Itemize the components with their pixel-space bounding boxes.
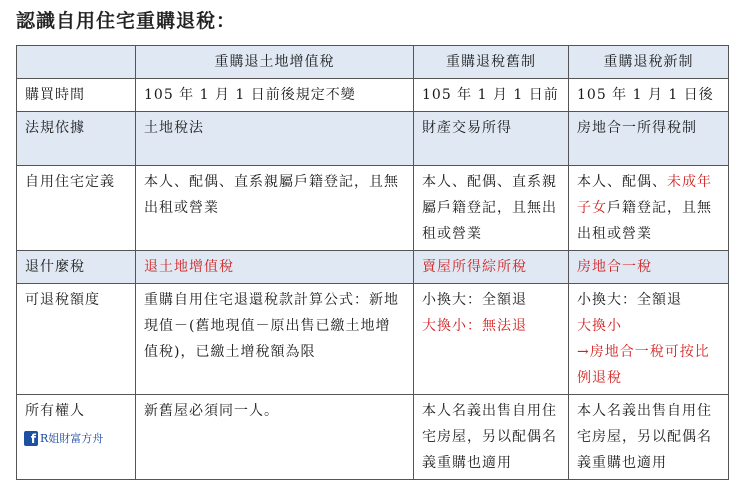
highlight-text: 未成年子女 [577, 174, 712, 216]
table-cell: 重購自用住宅退還稅款計算公式：新地現值－(舊地現值－原出售已繳土地增值稅)，已繳土增稅額為限 [136, 284, 414, 395]
header-cell-old-system: 重購退稅舊制 [414, 46, 569, 79]
header-cell-land-value-tax: 重購退土地增值稅 [136, 46, 414, 79]
cell-text: 本人、配偶、 [577, 174, 667, 190]
table-cell: 財產交易所得 [414, 112, 569, 166]
header-cell-empty [17, 46, 136, 79]
row-label: 購買時間 [17, 79, 136, 112]
highlight-line: 大換小 [577, 318, 622, 334]
table-cell: 房地合一稅 [569, 251, 729, 284]
row-label: 法規依據 [17, 112, 136, 166]
table-cell: 房地合一所得稅制 [569, 112, 729, 166]
table-row [17, 79, 729, 112]
table-cell [569, 284, 729, 395]
brand-name: R姐財富方舟 [40, 432, 104, 445]
table-row [17, 395, 729, 480]
table-row [17, 112, 729, 166]
brand-logo [24, 430, 103, 446]
cell-line: 小換大：全額退 [422, 292, 527, 308]
table-cell [569, 166, 729, 251]
row-label: 所有權人 [17, 395, 136, 480]
table-row [17, 166, 729, 251]
row-label: 自用住宅定義 [17, 166, 136, 251]
table-cell: 土地稅法 [136, 112, 414, 166]
table-cell: 退土地增值稅 [136, 251, 414, 284]
table-cell: 賣屋所得綜所稅 [414, 251, 569, 284]
table-row [17, 284, 729, 395]
table-cell: 105 年 1 月 1 日後 [569, 79, 729, 112]
table-row [17, 251, 729, 284]
comparison-table [16, 45, 729, 480]
table-cell: 105 年 1 月 1 日前 [414, 79, 569, 112]
cell-line: 小換大：全額退 [577, 292, 682, 308]
table-cell: 本人、配偶、直系親屬戶籍登記，且無出租或營業 [414, 166, 569, 251]
page-title: 認識自用住宅重購退稅： [16, 10, 237, 32]
highlight-line: 大換小：無法退 [422, 318, 527, 334]
header-cell-new-system: 重購退稅新制 [569, 46, 729, 79]
table-cell: 105 年 1 月 1 日前後規定不變 [136, 79, 414, 112]
table-cell: 本人名義出售自用住宅房屋，另以配偶名義重購也適用 [569, 395, 729, 480]
table-cell: 本人、配偶、直系親屬戶籍登記，且無出租或營業 [136, 166, 414, 251]
cell-text: 戶籍登記，且無出租或營業 [577, 200, 712, 242]
table-header-row [17, 46, 729, 79]
facebook-icon: f [24, 431, 38, 446]
table-cell [414, 284, 569, 395]
row-label: 可退稅額度 [17, 284, 136, 395]
table-cell: 新舊屋必須同一人。 [136, 395, 414, 480]
table-cell: 本人名義出售自用住宅房屋，另以配偶名義重購也適用 [414, 395, 569, 480]
highlight-line: →房地合一稅可按比例退稅 [577, 344, 710, 386]
row-label: 退什麼稅 [17, 251, 136, 284]
